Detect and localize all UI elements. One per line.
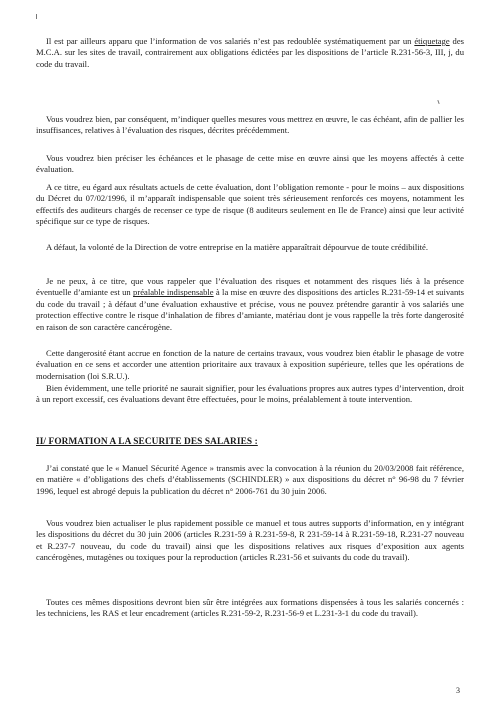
paragraph-text: A défaut, la volonté de la Direction de votre entreprise en la matière apparaîtrait dépourvue de toute crédibilité. <box>46 242 429 252</box>
paragraph-text: Il est par ailleurs apparu que l’information de vos salariés n’est pas redoublée systématiquement par un <box>46 36 415 46</box>
paragraph-measures <box>36 114 464 137</box>
paragraph-text: Cette dangerosité étant accrue en fonction de la nature de certains travaux, vous voudrez bien établir le phasage de votre évaluation en ce sens et accorder une attention prioritaire aux travaux à exposition supérieure, telles que les opérations de modernisation (loi S.R.U.). <box>36 348 464 381</box>
paragraph-text: A ce titre, eu égard aux résultats actuels de cette évaluation, dont l’obligation remonte - pour le moins – aux dispositions du Décret du 07/02/1996, il m’apparaît indispensable que soient très sérieusement renforcés ces moyens, notamment les effectifs des auditeurs chargés de recenser ce type de risque (8 auditeurs seulement en Ile de France) ainsi que leur activité spécifique sur ce type de risques. <box>36 182 464 227</box>
underlined-text: préalable indispensable <box>133 287 214 298</box>
scan-mark <box>437 100 439 104</box>
paragraph-text: Bien évidemment, une telle priorité ne saurait signifier, pour les évaluations propres aux autres types d’intervention, droit à un report excessif, ces évaluations devant être effectuées, pour le moins, préalablement à toute intervention. <box>36 383 464 405</box>
page-number: 3 <box>456 686 460 695</box>
paragraph-text: des M.C.A. sur les sites de travail, contrairement aux obligations édictées par les dispositions de l’article R.231-56-3, III, j, du code du travail. <box>36 36 464 69</box>
paragraph-text: Je ne peux, à ce titre, que vous rappeler que l’évaluation des risques et notamment des risques liés à la présence éventuelle d’amiante est un <box>36 276 464 298</box>
paragraph-auditors <box>36 182 464 228</box>
paragraph-priority <box>36 383 464 406</box>
paragraph-text: Vous voudrez bien, par conséquent, m’indiquer quelles mesures vous mettrez en œuvre, le cas échéant, afin de pallier les insuffisances, relatives à l’évaluation des risques, décrites précédemment. <box>36 114 464 136</box>
paragraph-labeling <box>36 36 464 70</box>
paragraph-training <box>36 597 464 620</box>
underlined-text: étiquetage <box>414 36 450 46</box>
paragraph-update-manual <box>36 518 464 564</box>
paragraph-credibility <box>36 242 464 253</box>
paragraph-deadlines <box>36 153 464 176</box>
paragraph-text: Vous voudrez bien préciser les échéances et le phasage de cette mise en œuvre ainsi que les moyens affectés à cette évaluation. <box>36 153 464 175</box>
section-heading: II/ FORMATION A LA SECURITE DES SALARIES : <box>36 437 258 447</box>
paragraph-dangerosity <box>36 348 464 382</box>
scan-mark <box>36 14 37 19</box>
paragraph-safety-manual <box>36 463 464 497</box>
paragraph-text: J’ai constaté que le « Manuel Sécurité Agence » transmis avec la convocation à la réunion du 20/03/2008 fait référence, en matière « d’obligations des chefs d’établissements (SCHINDLER) » aux dispositions du décret n° 96-98 du 7 février 1996, lequel est abrogé depuis la publication du décret n° 2006-761 du 30 juin 2006. <box>36 463 464 496</box>
paragraph-text: à la mise en œuvre des dispositions des articles R.231-59-14 et suivants du code du travail ; à défaut d’une évaluation exhaustive et précise, vous ne pouvez prétendre garantir à vos salariés une protection effective contre le risque d’inhalation de fibres d’amiante, matériau dont je vous rappelle la très forte dangerosité en raison de son caractère cancérogène. <box>36 287 464 332</box>
paragraph-text: Vous voudrez bien actualiser le plus rapidement possible ce manuel et tous autres supports d’information, en y intégrant les dispositions du décret du 30 juin 2006 (articles R.231-59 à R.231-59-8, R 231-59-14 à R.231-59-18, R.231-27 nouveau et R.237-7 nouveau, du code du travail) ainsi que les dispositions relatives aux risques d’exposition aux agents cancérogènes, mutagènes ou toxiques pour la reproduction (articles R.231-56 et suivants du code du travail). <box>36 518 464 563</box>
paragraph-asbestos-evaluation <box>36 276 464 333</box>
paragraph-text: Toutes ces mêmes dispositions devront bien sûr être intégrées aux formations dispensées à tous les salariés concernés : les techniciens, les RAS et leur encadrement (articles R.231-59-2, R.231-56-9 et L.231-3-1 du code du travail). <box>36 597 464 619</box>
